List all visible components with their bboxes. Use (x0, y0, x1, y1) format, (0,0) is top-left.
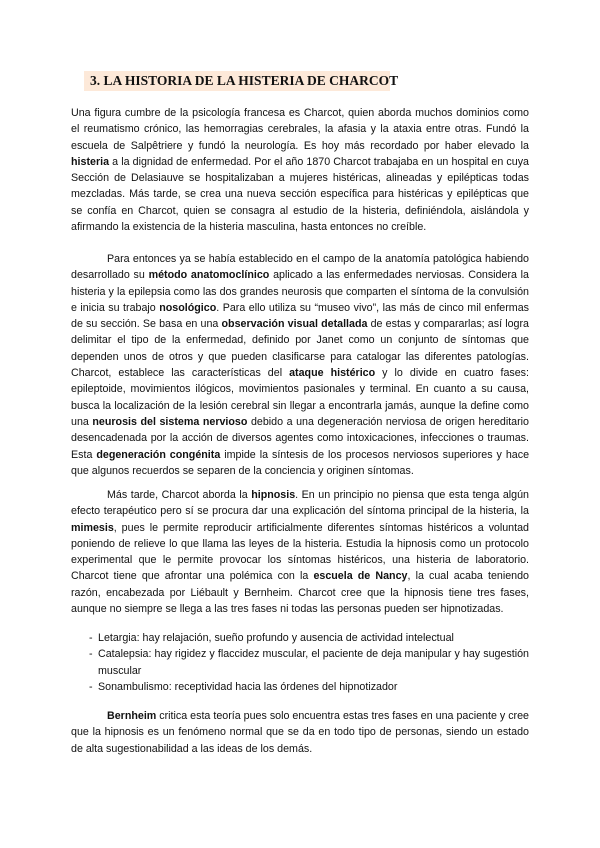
paragraph-anatomoclinic (71, 251, 529, 479)
text-run: critica esta teoría pues solo encuentra estas tres fases en una paciente y cree que la hipnosis es un fenómeno normal que se da en todo tipo de personas, siendo un estado de alta sugestionabilidad a las ideas de los demás. (71, 710, 529, 755)
bullet-dash: - (89, 632, 93, 644)
text-run: y lo divide en cuatro fases: epileptoide, movimientos ilógicos, movimientos pasionales y terminal. En cuanto a su causa, busca la localización de la lesión cerebral sin llegar a encontrarla jamás, aunque la define como una (71, 367, 529, 428)
section-heading: 3. LA HISTORIA DE LA HISTERIA DE CHARCOT (84, 71, 390, 91)
paragraph-hypnosis (71, 487, 529, 617)
paragraph-bernheim (71, 708, 529, 757)
bold-term: método anatomoclínico (148, 269, 270, 282)
list-item-text: Letargia: hay relajación, sueño profundo y ausencia de actividad intelectual (98, 632, 454, 644)
text-run: Para entonces ya se había establecido en el campo de la anatomía patológica habiendo desarrollado su (71, 253, 529, 282)
bold-term: hipnosis (251, 489, 296, 501)
list-item (71, 630, 529, 646)
text-run: . Para ello utiliza su “museo vivo”, las más de cinco mil enfermas de su sección. Se basa en una (71, 301, 529, 331)
bold-term: escuela de Nancy (313, 570, 408, 583)
text-run: a la dignidad de enfermedad. Por el año 1870 Charcot trabajaba en un hospital en cuya Sección de Delasiauve se hospitalizaban a mujeres histéricas, alineadas y epilépticas todas mezcladas. Más tarde, se crea una nueva sección específica para histéricas y epilépticas que se confía en Charcot, quien se consagra al estudio de la histeria, definiéndola, aislándola y afirmando la existencia de la histeria masculina, hasta entonces no creíble. (71, 155, 529, 234)
text-run: de estas y compararlas; así logra delimitar el tipo de la enfermedad, definido por Janet como un conjunto de síntomas que dependen unos de otros y que pueden clasificarse para catalogar las diferentes patologías. Charcot, establece las características del (71, 318, 529, 380)
bold-term: nosológico (159, 301, 217, 314)
list-item-text: Catalepsia: hay rigidez y flaccidez muscular, el paciente de deja manipular y hay sugestión muscular (98, 648, 529, 677)
paragraph-intro (71, 105, 529, 235)
bullet-dash: - (89, 680, 93, 693)
text-run: Más tarde, Charcot aborda la (107, 489, 252, 501)
list-item-text: Sonambulismo: receptividad hacia las órdenes del hipnotizador (98, 680, 398, 693)
text-run: aplicado a las enfermedades nerviosas. Considera la histeria y la epilepsia como las dos grandes neurosis que comparten el síntoma de la convulsión e inicia su trabajo (71, 269, 530, 314)
bold-term: observación visual detallada (221, 318, 368, 331)
list-item (71, 646, 529, 679)
bullet-dash: - (89, 648, 93, 661)
text-run: Una figura cumbre de la psicología francesa es Charcot, quien aborda muchos dominios como el reumatismo crónico, las hemorragias cerebrales, la afasia y la ataxia entre otras. Fundó la escuela de Salpêtriere y fundó la neurología. Es hoy más recordado por haber elevado la (71, 107, 529, 152)
text-run: , la cual acaba teniendo razón, encabezada por Liébault y Bernheim. Charcot cree que la hipnosis tiene tres fases, aunque no siempre se llega a las tres fases ni todas las personas pueden ser hipnotizadas. (71, 570, 529, 616)
bold-term: degeneración congénita (96, 448, 221, 461)
hypnosis-phases-list (71, 630, 529, 695)
text-run: , pues le permite reproducir artificialmente diferentes síntomas histéricos a voluntad poniendo de relieve lo que llama las leyes de la histeria. Estudia la hipnosis como un protocolo experimental que le permite provocar los síntomas histéricos, una histeria de laboratorio. Charcot tiene que afrontar una polémica con la (71, 521, 529, 583)
bold-term: histeria (71, 155, 110, 168)
text-run: debido a una degeneración nerviosa de origen hereditario desencadenada por la acción de diversos agentes como intoxicaciones, infecciones o traumas. Esta (71, 415, 529, 461)
text-run: . En un principio no piensa que esta tenga algún efecto terapéutico pero sí se procura dar una explicación del síntoma principal de la histeria, la (71, 489, 529, 518)
bold-term: Bernheim (107, 710, 157, 722)
text-run: impide la síntesis de los procesos nerviosos superiores y hace que algunos recuerdos se separen de la conciencia y originen síntomas. (71, 448, 530, 477)
list-item (71, 679, 529, 695)
bold-term: neurosis del sistema nervioso (92, 415, 248, 428)
bold-term: mimesis (71, 521, 114, 534)
bold-term: ataque histérico (289, 367, 376, 380)
